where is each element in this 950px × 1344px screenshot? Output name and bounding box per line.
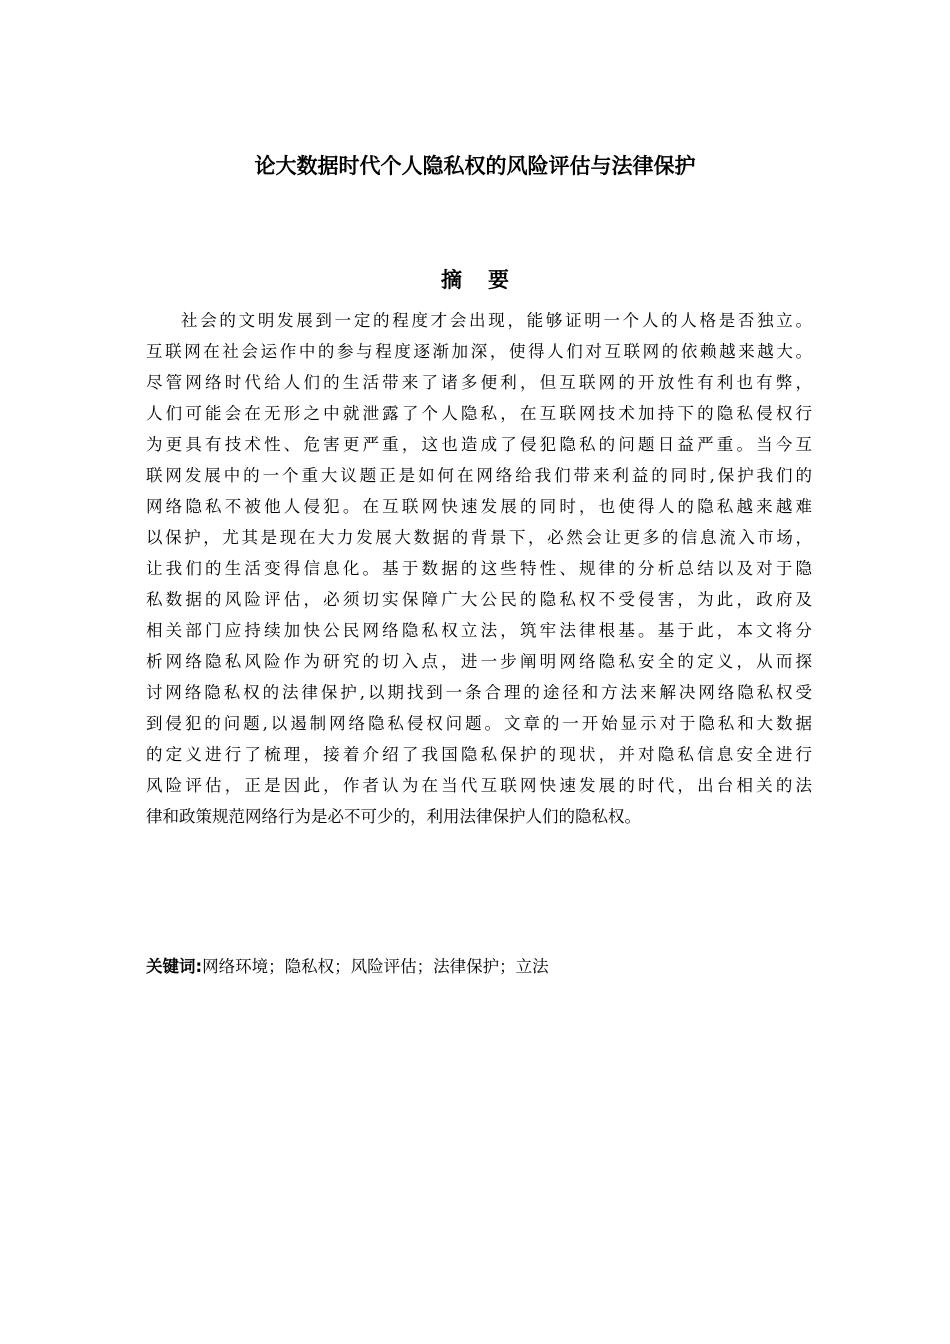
abstract-line: 人们可能会在无形之中就泄露了个人隐私，在互联网技术加持下的隐私侵权行 bbox=[146, 404, 812, 423]
abstract-line: 析网络隐私风险作为研究的切入点，进一步阐明网络隐私安全的定义，从而探 bbox=[146, 652, 812, 671]
abstract-line: 联网发展中的一个重大议题正是如何在网络给我们带来利益的同时,保护我们的 bbox=[146, 466, 812, 485]
abstract-line: 尽管网络时代给人们的生活带来了诸多便利，但互联网的开放性有利也有弊， bbox=[146, 373, 812, 392]
abstract-line: 互联网在社会运作中的参与程度逐渐加深，使得人们对互联网的依赖越来越大。 bbox=[146, 342, 812, 361]
abstract-heading: 摘要 bbox=[441, 268, 535, 292]
abstract-line: 让我们的生活变得信息化。基于数据的这些特性、规律的分析总结以及对于隐 bbox=[146, 559, 812, 578]
abstract-line: 为更具有技术性、危害更严重，这也造成了侵犯隐私的问题日益严重。当今互 bbox=[146, 435, 812, 454]
keywords-text: 网络环境；隐私权；风险评估；法律保护；立法 bbox=[202, 957, 549, 976]
abstract-line: 社会的文明发展到一定的程度才会出现，能够证明一个人的人格是否独立。 bbox=[181, 311, 812, 330]
abstract-line: 律和政策规范网络行为是必不可少的，利用法律保护人们的隐私权。 bbox=[146, 807, 641, 826]
abstract-line: 风险评估，正是因此，作者认为在当代互联网快速发展的时代，出台相关的法 bbox=[146, 776, 812, 795]
document-title: 论大数据时代个人隐私权的风险评估与法律保护 bbox=[254, 154, 696, 178]
abstract-line: 以保护，尤其是现在大力发展大数据的背景下，必然会让更多的信息流入市场， bbox=[146, 528, 812, 547]
abstract-line: 到侵犯的问题,以遏制网络隐私侵权问题。文章的一开始显示对于隐私和大数据 bbox=[146, 714, 812, 733]
abstract-line: 讨网络隐私权的法律保护,以期找到一条合理的途径和方法来解决网络隐私权受 bbox=[146, 683, 812, 702]
abstract-line: 相关部门应持续加快公民网络隐私权立法，筑牢法律根基。基于此，本文将分 bbox=[146, 621, 812, 640]
abstract-body bbox=[146, 305, 812, 832]
abstract-line: 私数据的风险评估，必须切实保障广大公民的隐私权不受侵害，为此，政府及 bbox=[146, 590, 812, 609]
keywords-line bbox=[146, 951, 812, 982]
keywords-label: 关键词: bbox=[146, 957, 203, 976]
abstract-line: 网络隐私不被他人侵犯。在互联网快速发展的同时，也使得人的隐私越来越难 bbox=[146, 497, 812, 516]
abstract-line: 的定义进行了梳理，接着介绍了我国隐私保护的现状，并对隐私信息安全进行 bbox=[146, 745, 812, 764]
